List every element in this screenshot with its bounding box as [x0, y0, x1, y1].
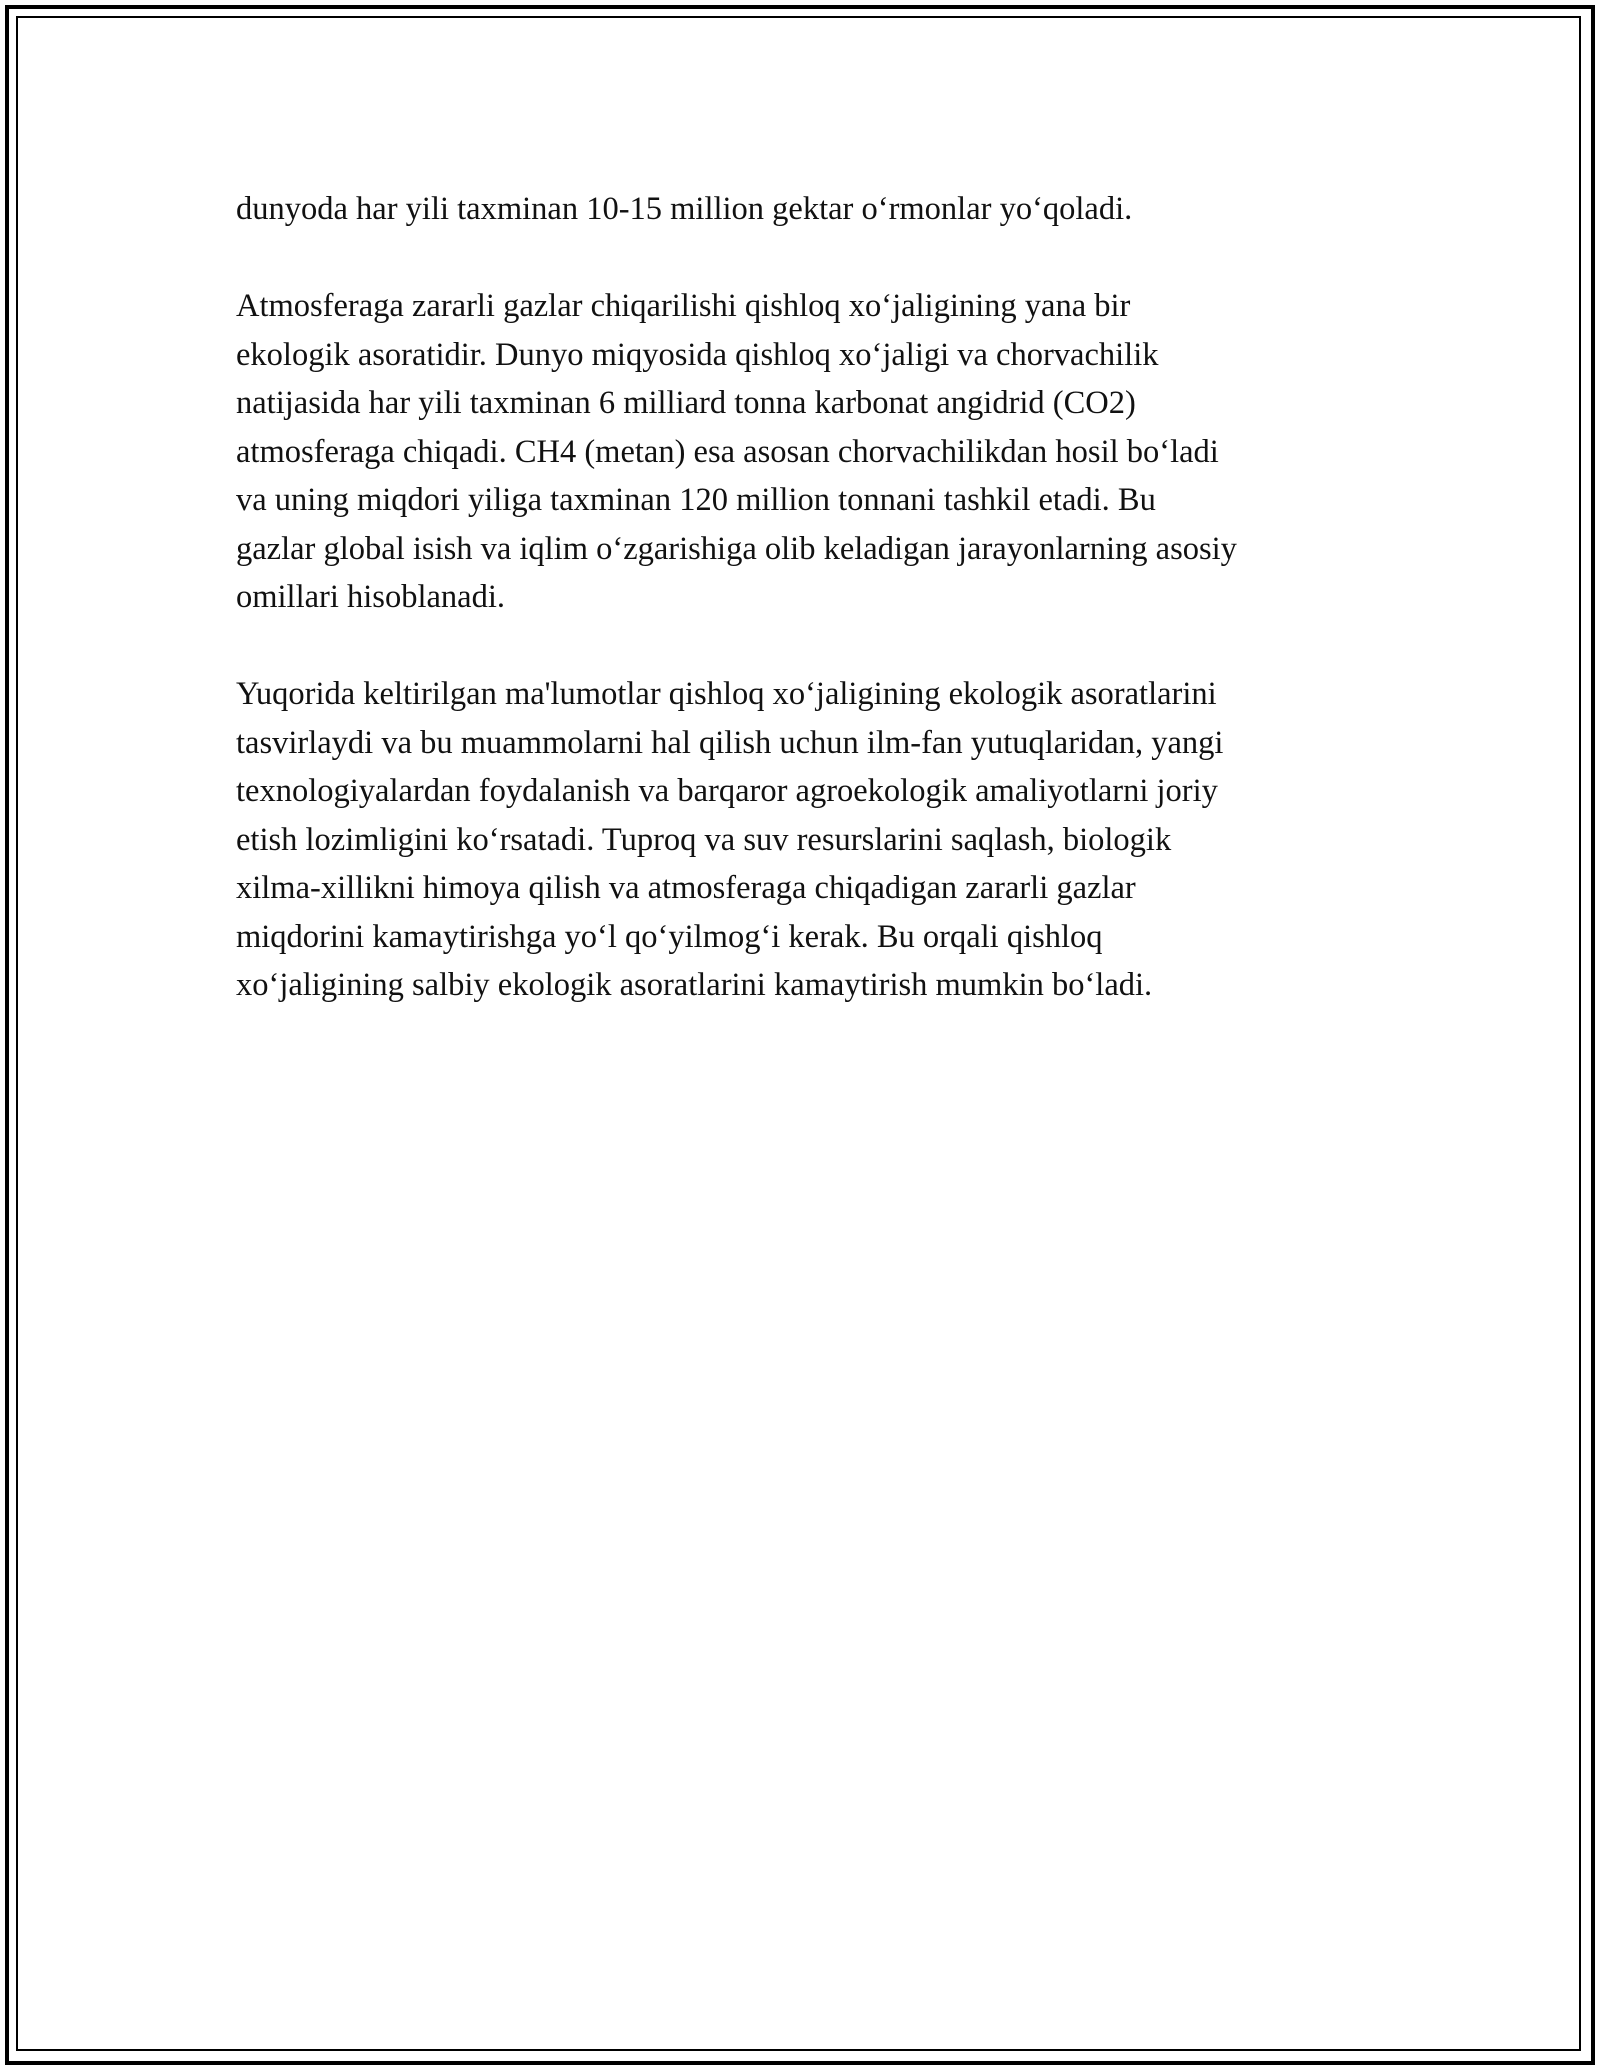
paragraph-2 [236, 282, 1376, 622]
text-line: miqdorini kamaytirishga yo‘l qo‘yilmog‘i kerak. Bu orqali qishloq [236, 918, 1103, 955]
text-line: omillari hisoblanadi. [236, 579, 505, 615]
paragraph-1 [236, 185, 1376, 234]
text-line: tasvirlaydi va bu muammolarni hal qilish uchun ilm-fan yutuqlaridan, yangi [236, 724, 1224, 761]
text-line: gazlar global isish va iqlim o‘zgarishiga olib keladigan jarayonlarning asosiy [236, 530, 1237, 567]
text-line: xo‘jaligining salbiy ekologik asoratlarini kamaytirish mumkin bo‘ladi. [236, 967, 1153, 1003]
text-line: atmosferaga chiqadi. CH4 (metan) esa asosan chorvachilikdan hosil bo‘ladi [236, 433, 1219, 470]
text-line: natijasida har yili taxminan 6 milliard tonna karbonat angidrid (CO2) [236, 385, 1136, 421]
text-line: xilma-xillikni himoya qilish va atmosferaga chiqadigan zararli gazlar [236, 870, 1136, 906]
text-line: etish lozimligini ko‘rsatadi. Tuproq va suv resurslarini saqlash, biologik [236, 821, 1172, 858]
text-line: dunyoda har yili taxminan 10-15 million gektar o‘rmonlar yo‘qoladi. [236, 191, 1133, 227]
text-line: ekologik asoratidir. Dunyo miqyosida qishloq xo‘jaligi va chorvachilik [236, 336, 1159, 373]
text-line: Yuqorida keltirilgan ma'lumotlar qishloq xo‘jaligining ekologik asoratlarini [236, 676, 1217, 712]
text-line: texnologiyalardan foydalanish va barqaror agroekologik amaliyotlarni joriy [236, 773, 1218, 809]
document-body [236, 185, 1376, 1058]
text-line: va uning miqdori yiliga taxminan 120 million tonnani tashkil etadi. Bu [236, 482, 1156, 518]
paragraph-3 [236, 670, 1376, 1010]
text-line: Atmosferaga zararli gazlar chiqarilishi qishloq xo‘jaligining yana bir [236, 288, 1131, 324]
